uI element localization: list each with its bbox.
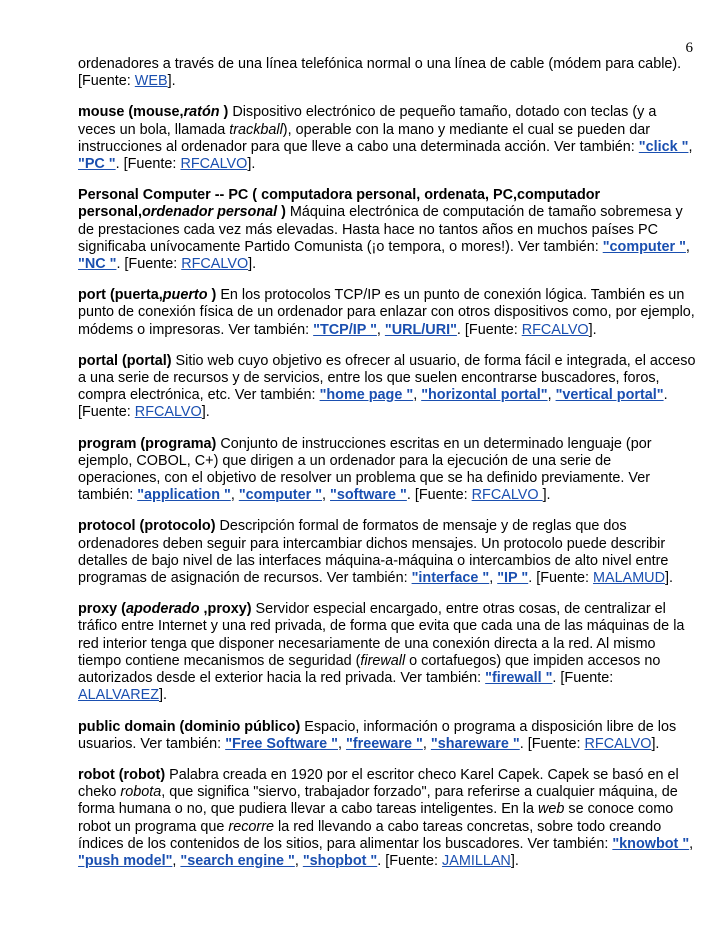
- see-also-link-free-software[interactable]: "Free Software ": [225, 735, 339, 752]
- term-heading: public domain (dominio público): [78, 718, 301, 735]
- entry-portal: portal (portal) Sitio web cuyo objetivo es ofrecer al usuario, de forma fácil e integrada, el acceso a una serie de recursos y de servicios, entre los que suelen encontrarse buscadores, foros, compra electrónica, etc. Ver también: "home page ", "horizontal portal", "vertical portal". [Fuente: RFCALVO].: [78, 352, 696, 421]
- entry-mouse: mouse (mouse,ratón ) Dispositivo electrónico de pequeño tamaño, dotado con teclas (y a veces un bola, llamada trackball), operable con la mano y mediante el cual se pueden dar instrucciones al ordenador para que lleve a cabo una determinada acción. Ver también: "click ", "PC ". [Fuente: RFCALVO].: [78, 104, 693, 173]
- see-also-link-push-model[interactable]: "push model": [78, 852, 173, 869]
- source-link-jamillan[interactable]: JAMILLAN: [442, 852, 511, 869]
- see-also-link-shopbot[interactable]: "shopbot ": [302, 852, 378, 869]
- see-also-link-url-uri[interactable]: "URL/URI": [384, 321, 457, 338]
- entry-port: port (puerta,puerto ) En los protocolos TCP/IP es un punto de conexión lógica. También es un punto de conexión física de un ordenador para enlazar con otros dispositivos como, por ejemplo, módems o impresoras. Ver también: "TCP/IP ", "URL/URI". [Fuente: RFCALVO].: [78, 287, 695, 338]
- entry-protocol: protocol (protocolo) Descripción formal de formatos de mensaje y de reglas que dos ordenadores deben seguir para intercambiar dichos mensajes. Un protocolo puede describir detalles de bajo nivel de las interfaces máquina-a-máquina o intercambios de alto nivel entre programas de asignación de recursos. Ver también: "interface ", "IP ". [Fuente: MALAMUD].: [78, 518, 673, 587]
- entry-personal-computer: Personal Computer -- PC ( computadora personal, ordenata, PC,computador personal,ordenador personal ) Máquina electrónica de computación de tamaño sobremesa y de prestaciones cada vez más elevadas. Hasta hace no tantos años en muchos países PC significaba unívocamente Partido Comunista (¡o tempora, o mores!). Ver también: "computer ", "NC ". [Fuente: RFCALVO].: [78, 187, 690, 273]
- source-link-rfcalvo[interactable]: RFCALVO: [471, 487, 543, 504]
- see-also-link-tcpip[interactable]: "TCP/IP ": [313, 321, 377, 338]
- entry-public-domain: public domain (dominio público) Espacio, información o programa a disposición libre de los usuarios. Ver también: "Free Software ", "freeware ", "shareware ". [Fuente: RFCALVO].: [78, 718, 677, 752]
- source-link-rfcalvo[interactable]: RFCALVO: [584, 735, 652, 752]
- see-also-link-nc[interactable]: "NC ": [78, 256, 117, 273]
- source-link-web[interactable]: WEB: [134, 73, 168, 90]
- term-heading: mouse (mouse,ratón ): [78, 104, 229, 121]
- see-also-link-click[interactable]: "click ": [638, 138, 689, 155]
- source-link-rfcalvo[interactable]: RFCALVO: [180, 156, 248, 173]
- term-heading: Personal Computer -- PC ( computadora personal, ordenata, PC,computador personal,ordenador personal ): [78, 187, 601, 221]
- see-also-link-computer[interactable]: "computer ": [602, 238, 686, 255]
- source-link-rfcalvo[interactable]: RFCALVO: [181, 256, 249, 273]
- see-also-link-freeware[interactable]: "freeware ": [346, 735, 423, 752]
- term-heading: proxy (apoderado ,proxy): [78, 601, 252, 618]
- page-number: 6: [685, 40, 693, 56]
- entry-proxy: proxy (apoderado ,proxy) Servidor especial encargado, entre otras cosas, de centralizar el tráfico entre Internet y una red privada, de forma que evita que cada una de las máquinas de la red interior tenga que disponer necesariamente de una conexión directa a la red. Al mismo tiempo contiene mecanismos de seguridad (firewall o cortafuegos) que impiden accesos no autorizados desde el exterior hacia la red privada. Ver también: "firewall ". [Fuente: ALALVAREZ].: [78, 601, 685, 704]
- term-heading: port (puerta,puerto ): [78, 287, 217, 304]
- see-also-link-firewall[interactable]: "firewall ": [485, 670, 553, 687]
- term-heading: program (programa): [78, 435, 217, 452]
- see-also-link-software[interactable]: "software ": [330, 487, 407, 504]
- see-also-link-home-page[interactable]: "home page ": [319, 387, 414, 404]
- see-also-link-interface[interactable]: "interface ": [411, 570, 490, 587]
- see-also-link-computer[interactable]: "computer ": [238, 487, 323, 504]
- term-heading: protocol (protocolo): [78, 518, 216, 535]
- see-also-link-shareware[interactable]: "shareware ": [430, 735, 520, 752]
- source-link-alalvarez[interactable]: ALALVAREZ: [78, 687, 160, 704]
- see-also-link-knowbot[interactable]: "knowbot ": [612, 835, 690, 852]
- see-also-link-pc[interactable]: "PC ": [78, 156, 116, 173]
- see-also-link-horizontal-portal[interactable]: "horizontal portal": [421, 387, 548, 404]
- term-heading: portal (portal): [78, 352, 172, 369]
- see-also-link-vertical-portal[interactable]: "vertical portal": [555, 387, 664, 404]
- term-heading: robot (robot): [78, 766, 166, 783]
- see-also-link-ip[interactable]: "IP ": [497, 570, 529, 587]
- source-link-rfcalvo[interactable]: RFCALVO: [521, 321, 589, 338]
- entry-robot: robot (robot) Palabra creada en 1920 por el escritor checo Karel Capek. Capek se basó en el cheko robota, que significa "siervo, trabajador forzado", para referirse a cualquier máquina, de forma humana o no, que pudiera llevar a cabo tareas inteligentes. En la web se conoce como robot un programa que recorre la red llevando a cabo tareas concretas, sobre todo creando índices de los contenidos de los sitios, para alimentar los buscadores. Ver también: "knowbot ", "push model", "search engine ", "shopbot ". [Fuente: JAMILLAN].: [78, 766, 694, 869]
- source-link-malamud[interactable]: MALAMUD: [593, 570, 665, 587]
- source-link-rfcalvo[interactable]: RFCALVO: [134, 404, 202, 421]
- see-also-link-application[interactable]: "application ": [137, 487, 231, 504]
- entry-program: program (programa) Conjunto de instrucciones escritas en un determinado lenguaje (por ejemplo, COBOL, C+) que dirigen a un ordenador para la ejecución de una serie de operaciones, con el objetivo de resolver un problema que se ha definido previamente. Ver también: "application ", "computer ", "software ". [Fuente: RFCALVO ].: [78, 435, 652, 504]
- entry-intro-continuation: ordenadores a través de una línea telefónica normal o una línea de cable (módem para cable).[Fuente: WEB].: [78, 56, 682, 90]
- glossary-content: [78, 56, 696, 884]
- see-also-link-search-engine[interactable]: "search engine ": [180, 852, 295, 869]
